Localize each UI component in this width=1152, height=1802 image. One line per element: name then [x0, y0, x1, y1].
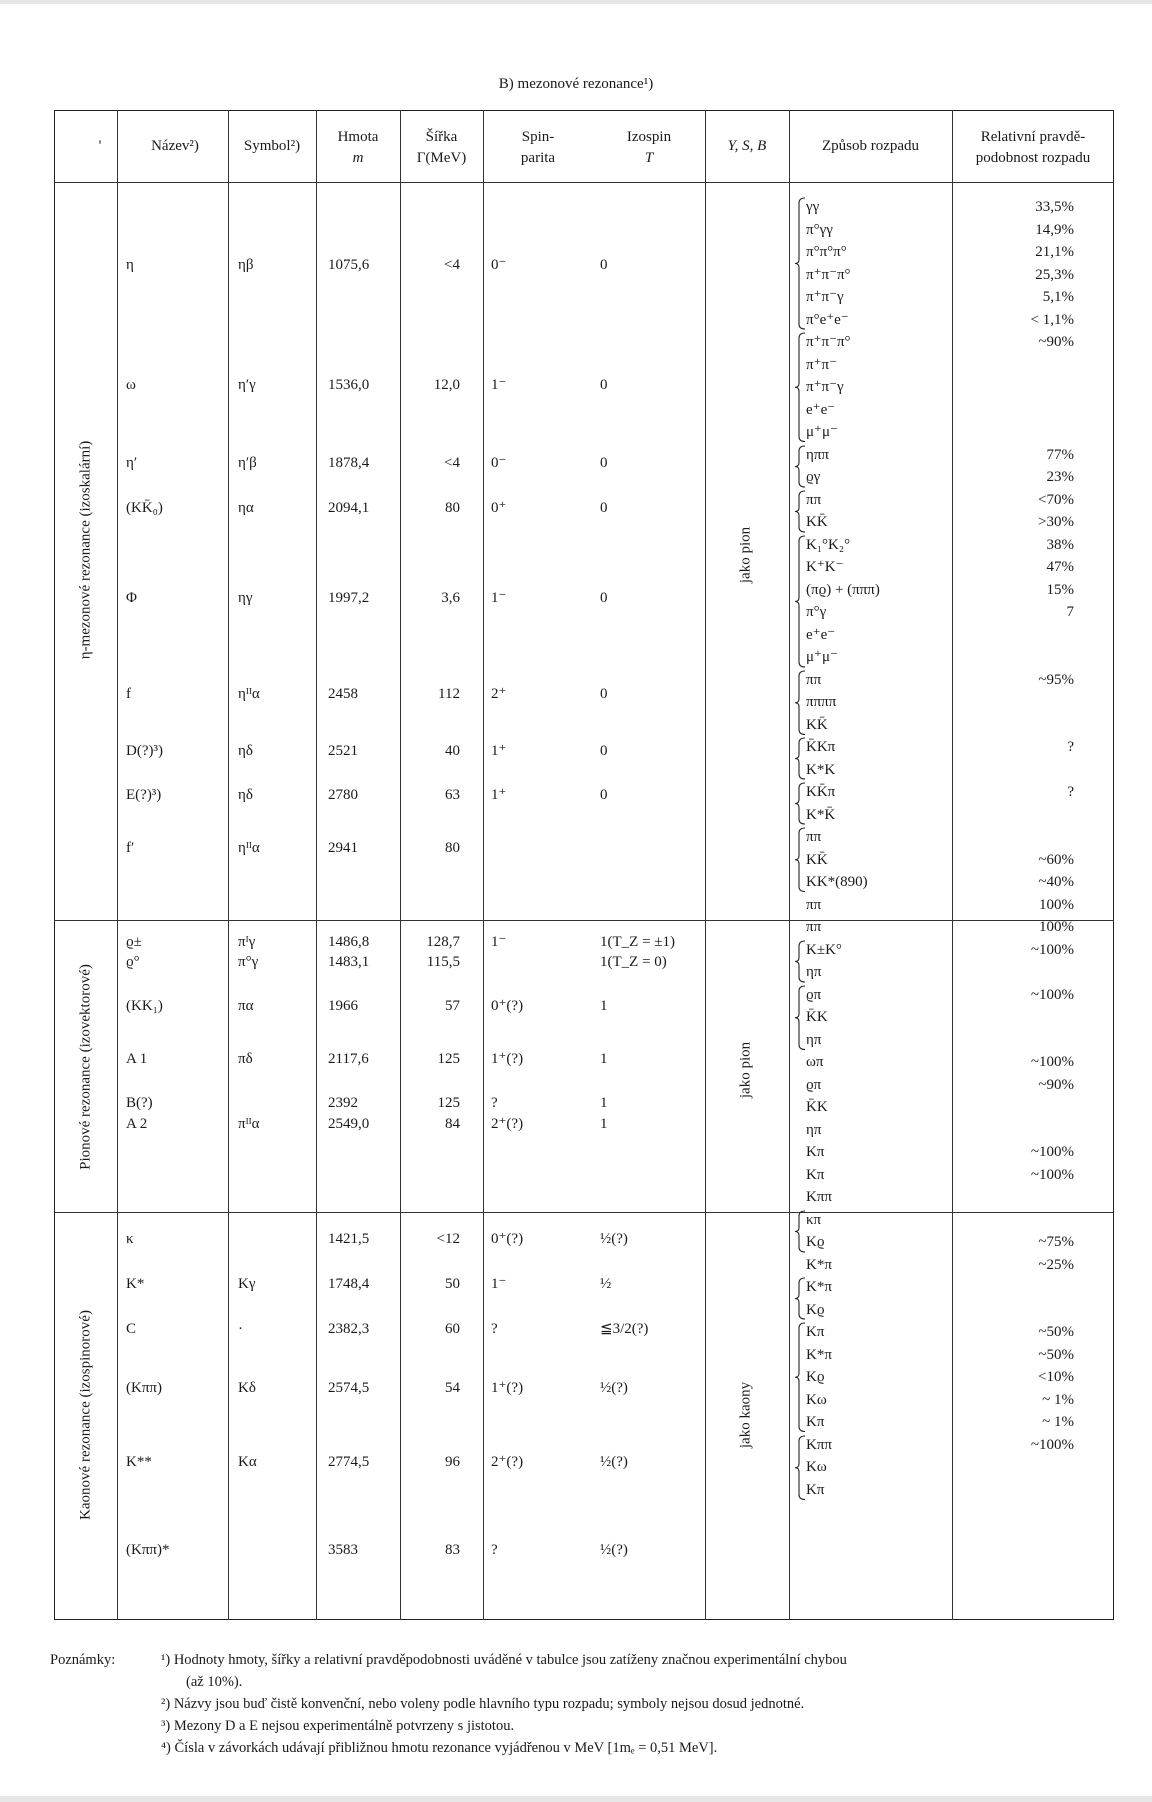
decay-mode: Kϱ [806, 1369, 825, 1385]
particle-width: 80 [445, 840, 460, 856]
particle-name: η′ [126, 455, 138, 471]
decay-brace [795, 1435, 807, 1501]
decay-mode: ϱγ [806, 469, 821, 485]
decay-probability: 47% [1046, 559, 1074, 575]
decay-mode: KK̄ [806, 716, 828, 733]
header-spin [483, 127, 593, 169]
particle-mass: 2094,1 [328, 500, 370, 516]
particle-mass: 1997,2 [328, 590, 370, 606]
table-rule-v [483, 110, 484, 1620]
decay-probability: ~ 1% [1042, 1414, 1074, 1430]
header-isospin [593, 127, 705, 169]
particle-width: 60 [445, 1321, 460, 1337]
decay-probability: ~60% [1038, 851, 1074, 868]
particle-name: A 2 [126, 1116, 148, 1132]
decay-mode: ππ [806, 491, 822, 508]
notes-label: Poznámky: [50, 1652, 116, 1668]
particle-isospin: ≦3/2(?) [600, 1321, 649, 1337]
decay-mode: ηπ [806, 1031, 822, 1048]
particle-mass: 2780 [328, 787, 358, 803]
table-rule-v [789, 110, 790, 1620]
particle-mass: 2382,3 [328, 1321, 370, 1337]
particle-mass: 2574,5 [328, 1380, 370, 1396]
section-label-pion: Pionové rezonance (izovektorové) [77, 964, 94, 1170]
decay-mode: ηπ [806, 964, 822, 980]
particle-spin-parity: 0⁺ [491, 500, 507, 516]
header-probability-line2: podobnost rozpadu [975, 150, 1091, 166]
particle-mass: 1483,1 [328, 954, 370, 970]
decay-probability: ~75% [1038, 1234, 1074, 1250]
decay-mode: κπ [806, 1211, 822, 1228]
decay-mode: Kπ [806, 1166, 825, 1183]
decay-mode: K̄Kπ [806, 739, 836, 755]
particle-name: (KK₁) [126, 998, 163, 1014]
particle-width: 3,6 [441, 590, 460, 606]
decay-probability: >30% [1038, 514, 1074, 530]
particle-isospin: ½(?) [600, 1454, 628, 1470]
table-rule-h [54, 920, 1114, 921]
decay-probability: 14,9% [1035, 221, 1074, 238]
decay-brace [795, 1277, 807, 1320]
header-spin-line2: parita [520, 150, 556, 166]
particle-symbol: πᴵᴵα [238, 1116, 260, 1132]
decay-mode: KK̄ [806, 851, 828, 868]
particle-mass: 1878,4 [328, 455, 370, 471]
footnote-1-text: Hodnoty hmoty, šířky a relativní pravděpodobnosti uváděné v tabulce jsou zatíženy značnou experimentální chybou [173, 1652, 847, 1668]
decay-probability: <10% [1038, 1369, 1074, 1385]
table-rule-v [228, 110, 229, 1620]
particle-isospin: 0 [600, 500, 608, 516]
decay-brace [795, 445, 807, 488]
particle-spin-parity: ? [491, 1095, 498, 1111]
particle-isospin: 0 [600, 377, 608, 393]
decay-brace [795, 197, 807, 330]
table-rule-v [952, 110, 953, 1620]
header-width-line1: Šířka [425, 129, 458, 145]
decay-probability: ~ 1% [1042, 1391, 1074, 1408]
particle-symbol: Kδ [238, 1380, 256, 1396]
particle-width: 50 [445, 1276, 460, 1292]
particle-mass: 2549,0 [328, 1116, 370, 1132]
particle-symbol: ηβ [238, 257, 254, 273]
header-mass [316, 127, 400, 169]
decay-mode: π⁺π⁻γ [806, 289, 844, 305]
particle-mass: 1536,0 [328, 377, 370, 393]
particle-name: (KK̄₀) [126, 500, 163, 516]
decay-brace [795, 737, 807, 780]
decay-mode: K*K̄ [806, 806, 836, 823]
section-label-kaon: Kaonové rezonance (izospinorové) [77, 1310, 94, 1520]
particle-name: κ [126, 1231, 134, 1247]
decay-probability: 25,3% [1035, 266, 1074, 283]
particle-mass: 1421,5 [328, 1231, 370, 1247]
particle-symbol: πᴵγ [238, 934, 256, 950]
decay-probability: ? [1067, 784, 1074, 800]
decay-mode: KK̄π [806, 784, 836, 800]
decay-mode: Kπ [806, 1144, 825, 1160]
particle-width: <4 [444, 455, 460, 471]
particle-symbol: ηα [238, 500, 254, 516]
decay-mode: ππ [806, 919, 822, 935]
particle-width: 96 [445, 1454, 460, 1470]
decay-mode: KK̄ [806, 514, 828, 530]
particle-name: D(?)³) [126, 743, 163, 759]
particle-isospin: 0 [600, 257, 608, 273]
particle-symbol: Kγ [238, 1276, 256, 1292]
bottom-edge [0, 1796, 1152, 1802]
decay-probability: <70% [1038, 491, 1074, 508]
section-label-eta: η-mezonové rezonance (izoskalární) [77, 440, 94, 660]
particle-isospin: 1 [600, 1116, 608, 1132]
decay-mode: K̄K [806, 1099, 828, 1115]
particle-name: f′ [126, 840, 135, 856]
particle-width: 112 [438, 686, 460, 702]
footnote-1-mark: ¹) [161, 1652, 171, 1668]
particle-isospin: ½(?) [600, 1542, 628, 1558]
particle-spin-parity: 1⁻ [491, 934, 507, 950]
particle-symbol: ηδ [238, 787, 253, 803]
particle-isospin: 0 [600, 590, 608, 606]
decay-probability: ~100% [1030, 1054, 1074, 1070]
footnote-3 [161, 1716, 514, 1737]
decay-probability: ~100% [1030, 986, 1074, 1003]
decay-brace [795, 490, 807, 533]
decay-mode: ππ [806, 896, 822, 913]
particle-name: ω [126, 377, 136, 393]
decay-brace [795, 940, 807, 983]
decay-probability: ~50% [1038, 1346, 1074, 1363]
particle-symbol: πδ [238, 1051, 253, 1067]
particle-mass: 2392 [328, 1095, 358, 1111]
particle-mass: 1486,8 [328, 934, 370, 950]
decay-probability: 38% [1046, 536, 1074, 553]
particle-mass: 1748,4 [328, 1276, 370, 1292]
decay-mode: Kππ [806, 1436, 832, 1453]
decay-probability: 5,1% [1042, 289, 1074, 305]
decay-mode: e⁺e⁻ [806, 626, 836, 643]
particle-isospin: 1 [600, 1095, 608, 1111]
decay-brace [795, 535, 807, 668]
particle-mass: 2117,6 [328, 1051, 369, 1067]
decay-mode: π⁺π⁻ [806, 356, 837, 373]
particle-width: 128,7 [426, 934, 460, 950]
particle-width: 115,5 [426, 954, 460, 970]
particle-symbol: π°γ [238, 954, 259, 970]
decay-mode: K⁺K⁻ [806, 559, 844, 575]
footnote-3-text: Mezony D a E nejsou experimentálně potvrzeny s jistotou. [173, 1718, 515, 1734]
particle-spin-parity: 2⁺ [491, 686, 507, 702]
decay-brace [795, 827, 807, 893]
decay-mode: e⁺e⁻ [806, 401, 836, 418]
footnote-4 [161, 1738, 717, 1759]
particle-name: f [126, 686, 131, 702]
particle-isospin: 1(T_Z = 0) [600, 954, 667, 970]
particle-symbol: · [238, 1321, 243, 1337]
particle-spin-parity: 0⁻ [491, 257, 507, 273]
particle-width: 40 [445, 743, 460, 759]
decay-brace [795, 782, 807, 825]
header-isospin-line1: Izospin [626, 129, 672, 145]
decay-probability: 15% [1046, 581, 1074, 598]
header-probability [952, 127, 1114, 169]
decay-mode: Kω [806, 1391, 827, 1408]
particle-symbol: ηδ [238, 743, 253, 759]
particle-isospin: 0 [600, 787, 608, 803]
particle-width: <4 [444, 257, 460, 273]
decay-mode: ωπ [806, 1054, 824, 1070]
decay-probability: 23% [1046, 469, 1074, 485]
particle-mass: 2774,5 [328, 1454, 370, 1470]
particle-symbol: πα [238, 998, 254, 1014]
decay-mode: π°e⁺e⁻ [806, 311, 849, 328]
decay-probability: 21,1% [1035, 244, 1074, 260]
decay-mode: K*π [806, 1279, 832, 1295]
particle-symbol: η′γ [238, 377, 256, 393]
particle-isospin: ½ [600, 1276, 612, 1292]
decay-mode: μ⁺μ⁻ [806, 649, 838, 665]
particle-spin-parity: 1⁺(?) [491, 1380, 524, 1396]
decay-mode: Kππ [806, 1189, 832, 1205]
header-mass-line2: m [352, 150, 364, 166]
header-mass-line1: Hmota [337, 129, 379, 145]
particle-mass: 3583 [328, 1542, 358, 1558]
decay-probability: ~95% [1038, 671, 1074, 688]
header-name: Název²) [151, 138, 199, 154]
particle-name: K** [126, 1454, 152, 1470]
footnote-1 [161, 1650, 1131, 1671]
ysb-eta: jako pion [737, 526, 754, 584]
ysb-kaon: jako kaony [737, 1381, 754, 1449]
particle-spin-parity: 1⁻ [491, 377, 507, 393]
header-mark: ' [98, 138, 102, 154]
particle-name: C [126, 1321, 137, 1337]
particle-spin-parity: 0⁺(?) [491, 998, 524, 1014]
particle-mass: 1075,6 [328, 257, 370, 273]
particle-mass: 2941 [328, 840, 358, 856]
decay-mode: π⁺π⁻γ [806, 379, 844, 395]
decay-brace [795, 1210, 807, 1253]
decay-mode: (πϱ) + (πππ) [806, 581, 880, 598]
decay-probability: ~90% [1038, 1076, 1074, 1093]
table-rule-h [54, 182, 1114, 183]
particle-width: 83 [445, 1542, 460, 1558]
particle-spin-parity: 0⁺(?) [491, 1231, 524, 1247]
decay-mode: Kπ [806, 1481, 825, 1498]
footnote-3-mark: ³) [161, 1718, 171, 1734]
decay-mode: π⁺π⁻π° [806, 266, 851, 283]
header-probability-line1: Relativní pravdě- [980, 129, 1086, 145]
particle-name: A 1 [126, 1051, 148, 1067]
particle-width: 125 [437, 1095, 460, 1111]
decay-mode: Kϱ [806, 1301, 825, 1318]
decay-probability: 7 [1066, 604, 1074, 620]
decay-probability: 100% [1039, 919, 1074, 935]
footnote-2 [161, 1694, 804, 1715]
decay-brace [795, 332, 807, 443]
decay-mode: Kω [806, 1459, 827, 1475]
particle-name: η [126, 257, 134, 273]
particle-spin-parity: ? [491, 1321, 498, 1337]
decay-mode: γγ [806, 199, 820, 215]
decay-mode: Kϱ [806, 1234, 825, 1250]
decay-mode: ηππ [806, 446, 829, 463]
decay-mode: ϱπ [806, 986, 822, 1003]
decay-mode: π⁺π⁻π° [806, 334, 851, 350]
particle-name: (Kππ) [126, 1380, 162, 1396]
particle-symbol: ηᴵᴵα [238, 840, 260, 856]
particle-spin-parity: ? [491, 1542, 498, 1558]
decay-mode: μ⁺μ⁻ [806, 424, 838, 440]
decay-probability: ~100% [1030, 1144, 1074, 1160]
decay-mode: KK*(890) [806, 874, 868, 890]
particle-symbol: ηγ [238, 590, 253, 606]
footnote-1-cont: (až 10%). [186, 1674, 243, 1690]
particle-name: B(?) [126, 1095, 153, 1111]
particle-width: 125 [437, 1051, 460, 1067]
decay-brace [795, 985, 807, 1051]
decay-mode: Kπ [806, 1324, 825, 1340]
particle-isospin: 1(T_Z = ±1) [600, 934, 676, 950]
particle-spin-parity: 1⁻ [491, 590, 507, 606]
top-edge [0, 0, 1152, 4]
decay-mode: π°γγ [806, 221, 833, 238]
decay-mode: K*π [806, 1346, 832, 1363]
particle-name: E(?)³) [126, 787, 162, 803]
decay-probability: ~90% [1038, 334, 1074, 350]
decay-probability: ~100% [1030, 1436, 1074, 1453]
particle-name: Φ [126, 590, 137, 606]
header-ysb: Y, S, B [727, 138, 767, 154]
particle-mass: 2521 [328, 743, 358, 759]
decay-probability: ~25% [1038, 1256, 1074, 1273]
decay-mode: π°π°π° [806, 244, 847, 260]
decay-mode: ϱπ [806, 1076, 822, 1093]
header-spin-line1: Spin- [521, 129, 555, 145]
particle-isospin: 0 [600, 455, 608, 471]
decay-probability: 77% [1046, 446, 1074, 463]
table-rule-h [54, 1212, 1114, 1213]
footnote-2-text: Názvy jsou buď čistě konvenční, nebo voleny podle hlavního typu rozpadu; symboly nejsou dosud jednotné. [173, 1696, 805, 1712]
particle-name: ϱ° [126, 954, 140, 970]
particle-spin-parity: 1⁻ [491, 1276, 507, 1292]
decay-probability: < 1,1% [1030, 311, 1074, 328]
particle-mass: 1966 [328, 998, 358, 1014]
particle-spin-parity: 1⁺ [491, 787, 507, 803]
particle-width: 80 [445, 500, 460, 516]
header-width [400, 127, 483, 169]
particle-isospin: ½(?) [600, 1231, 628, 1247]
particle-name: (Kππ)* [126, 1542, 170, 1558]
particle-width: 12,0 [433, 377, 460, 393]
decay-mode: K±K° [806, 941, 842, 958]
footnote-4-mark: ⁴) [161, 1740, 171, 1756]
particle-spin-parity: 0⁻ [491, 455, 507, 471]
particle-isospin: ½(?) [600, 1380, 628, 1396]
header-width-line2: Γ(MeV) [416, 150, 467, 166]
decay-mode: ππ [806, 671, 822, 688]
table-rule-v [117, 110, 118, 1620]
decay-probability: 100% [1039, 896, 1074, 913]
page-title: B) mezonové rezonance¹) [498, 76, 654, 92]
particle-spin-parity: 2⁺(?) [491, 1116, 524, 1132]
particle-width: 84 [445, 1116, 460, 1132]
decay-mode: K̄K [806, 1009, 828, 1025]
particle-spin-parity: 2⁺(?) [491, 1454, 524, 1470]
decay-mode: Kπ [806, 1414, 825, 1430]
particle-mass: 2458 [328, 686, 358, 702]
header-decay: Způsob rozpadu [821, 138, 920, 154]
table-rule-v [316, 110, 317, 1620]
table-rule-v [705, 110, 706, 1620]
decay-probability: ~100% [1030, 941, 1074, 958]
ysb-pion: jako pion [737, 1041, 754, 1099]
particle-spin-parity: 1⁺ [491, 743, 507, 759]
particle-isospin: 0 [600, 686, 608, 702]
decay-mode: K₁°K₂° [806, 536, 851, 553]
particle-width: <12 [436, 1231, 460, 1247]
particle-isospin: 0 [600, 743, 608, 759]
particle-symbol: Kα [238, 1454, 257, 1470]
decay-mode: K*π [806, 1256, 832, 1273]
particle-symbol: η′β [238, 455, 257, 471]
footnote-2-mark: ²) [161, 1696, 171, 1712]
particle-name: K* [126, 1276, 145, 1292]
decay-probability: ? [1067, 739, 1074, 755]
particle-symbol: ηᴵᴵα [238, 686, 260, 702]
decay-mode: π°γ [806, 604, 827, 620]
particle-isospin: 1 [600, 998, 608, 1014]
particle-width: 54 [445, 1380, 460, 1396]
decay-mode: ππππ [806, 694, 837, 710]
particle-isospin: 1 [600, 1051, 608, 1067]
decay-probability: ~100% [1030, 1166, 1074, 1183]
header-isospin-line2: T [644, 150, 654, 166]
particle-width: 57 [445, 998, 460, 1014]
resonance-table [54, 110, 1114, 1620]
decay-mode: ππ [806, 829, 822, 845]
decay-mode: K*K [806, 761, 836, 778]
decay-probability: 33,5% [1035, 199, 1074, 215]
decay-probability: ~40% [1038, 874, 1074, 890]
decay-brace [795, 1322, 807, 1433]
particle-width: 63 [445, 787, 460, 803]
header-symbol: Symbol²) [243, 138, 301, 154]
particle-name: ϱ± [126, 934, 142, 950]
footnote-4-text: Čísla v závorkách udávají přibližnou hmotu rezonance vyjádřenou v MeV [1mₑ = 0,51 MeV]. [174, 1740, 718, 1756]
decay-mode: ηπ [806, 1121, 822, 1138]
decay-brace [795, 670, 807, 736]
particle-spin-parity: 1⁺(?) [491, 1051, 524, 1067]
decay-probability: ~50% [1038, 1324, 1074, 1340]
